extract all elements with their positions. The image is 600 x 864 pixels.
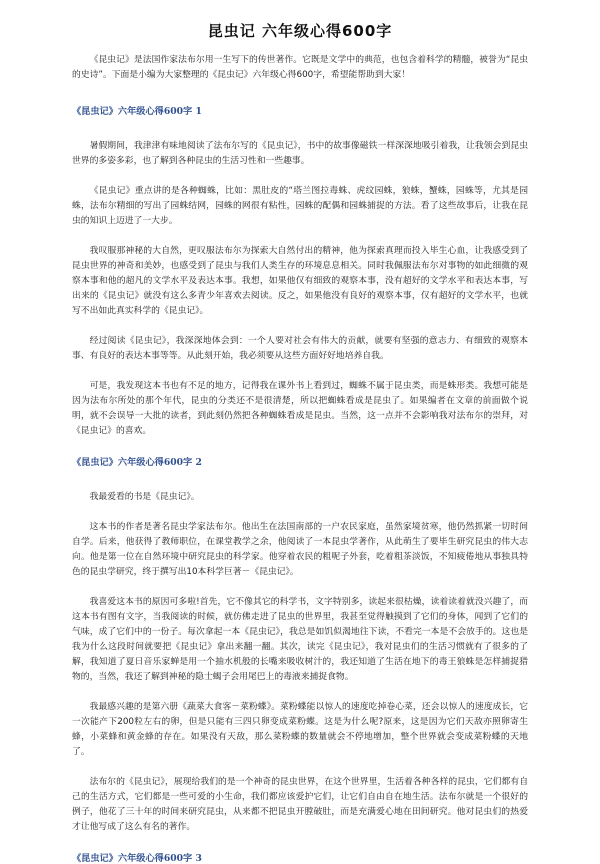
section-1-paragraph-3: 我叹服那神秘的大自然，更叹服法布尔为探索大自然付出的精神，他为探索真理而投入毕生心血，让我感受到了昆虫世界的神奇和美妙，也感受到了昆虫与我们人类生存的环境息息相关。同时我佩服法布尔对事物的如此细微的观察本事和他的超凡的文学水平及表达本事。我想，如果他仅有细致的观察本事，没有超好的文学水平和表达本事，写出来的《昆虫记》就没有这么多青少年喜欢去阅读。反之，如果他没有良好的观察本事，仅有超好的文学水平，也就写不出如此真实科学的《昆虫记》。 (72, 246, 528, 316)
section-1-paragraph-5: 可是，我发现这本书也有不足的地方，记得我在课外书上看到过，蜘蛛不属于昆虫类，而是蛛形类。我想可能是因为法布尔所处的那个年代，昆虫的分类还不是很清楚，所以把蜘蛛看成是昆虫了。如果编者在文章的前面做个说明，就不会误导一大批的读者，到此刻仍然把各种蜘蛛看成是昆虫。当然，这一点并不会影响我对法布尔的崇拜，对《昆虫记》的喜欢。 (72, 381, 528, 436)
section-1 (72, 103, 528, 439)
section-2-paragraph-2: 这本书的作者是著名昆虫学家法布尔。他出生在法国南部的一户农民家庭，虽然家境贫寒，他仍然抓紧一切时间自学。后来，他获得了教师职位，在课堂教学之余，他阅读了一本昆虫学著作，从此萌生了要毕生研究昆虫的伟大志向。他是第一位在自然环境中研究昆虫的科学家。他穿着农民的粗呢子外套，吃着粗茶淡饭，不知疲倦地从事独具特色的昆虫学研究，终于撰写出10本科学巨著－《昆虫记》。 (72, 522, 528, 577)
section-heading-1: 《昆虫记》六年级心得600字 1 (72, 106, 202, 117)
section-heading-2: 《昆虫记》六年级心得600字 2 (72, 457, 202, 468)
section-1-paragraph-1: 暑假期间，我津津有味地阅读了法布尔写的《昆虫记》，书中的故事像磁铁一样深深地吸引着我，让我领会到昆虫世界的多姿多彩，也了解到各种昆虫的生活习性和一些趣事。 (72, 141, 528, 166)
section-1-paragraph-2: 《昆虫记》重点讲的是各种蜘蛛，比如：黑肚皮的“塔兰图拉毒蛛、虎纹园蛛，狼蛛，蟹蛛，园蛛等，尤其是园蛛，法布尔精细的写出了园蛛结网，园蛛的网很有粘性，园蛛的配偶和园蛛捕捉的方法。看了这些故事后，让我在昆虫的知识上迈进了一大步。 (72, 186, 528, 226)
section-heading-3: 《昆虫记》六年级心得600字 3 (72, 853, 202, 864)
section-2-paragraph-4: 我最感兴趣的是第六册《蔬菜大食客－菜粉蝶》。菜粉蝶能以惊人的速度吃掉卷心菜，还会以惊人的速度成长，它一次能产下200粒左右的卵，但是只能有三四只卵变成菜粉蝶。这是为什么呢?原来，这是因为它们天敌亦照卵寄生蜂，小菜蜂和黄金蜂的存在。如果没有天敌，那么菜粉蝶的数量就会不停地增加，整个世界就会变成菜粉蝶的天地了。 (72, 702, 528, 757)
section-1-paragraph-4: 经过阅读《昆虫记》，我深深地体会到：一个人要对社会有伟大的贡献，就要有坚强的意志力、有细致的观察本事、有良好的表达本事等等。从此刻开始，我必须要从这些方面好好地培养自我。 (72, 336, 528, 361)
intro-paragraph: 《昆虫记》是法国作家法布尔用一生写下的传世著作。它既是文学中的典范，也包含着科学的精髓，被誉为“昆虫的史诗”。下面是小编为大家整理的《昆虫记》六年级心得600字，希望能帮助到大家！ (72, 55, 528, 80)
section-2 (72, 454, 528, 835)
section-2-paragraph-5: 法布尔的《昆虫记》，展现给我们的是一个神奇的昆虫世界，在这个世界里，生活着各种各样的昆虫，它们都有自己的生活方式，它们都是一些可爱的小生命，我们都应该爱护它们，让它们自由自在地生活。法布尔就是一个很好的例子，他花了三十年的时间来研究昆虫，从来都不把昆虫开膛破肚，而是充满爱心地在田间研究。他对昆虫们的热爱才让他写成了这么有名的著作。 (72, 777, 528, 832)
section-3 (72, 850, 528, 864)
section-2-paragraph-1: 我最爱看的书是《昆虫记》。 (89, 492, 200, 502)
section-2-paragraph-3: 我喜爱这本书的原因可多啦!首先，它不像其它的科学书，文字特别多，读起来很枯燥，读着读着就没兴趣了，而这本书有图有文字，当我阅读的时候，就仿佛走进了昆虫的世界里，我甚至觉得触摸到了它们的身体，闻到了它们的气味，成了它们中的一份子。每次拿起一本《昆虫记》，我总是如饥似渴地往下读，不看完一本是不会放手的。这也是我为什么这段时间就要把《昆虫记》拿出来翻一翻。其次，读完《昆虫记》，我对昆虫们的生活习惯就有了很多的了解，我知道了夏日音乐家蝉是用一个抽水机般的长嘴来吸收树汁的，我还知道了生活在地下的毒王狼蛛是怎样捕捉猎物的，当然，我还了解到神秘的隐士蝎子会用尾巴上的毒液来捕捉食物。 (72, 597, 528, 682)
page-title: 昆虫记 六年级心得600字 (207, 22, 393, 40)
